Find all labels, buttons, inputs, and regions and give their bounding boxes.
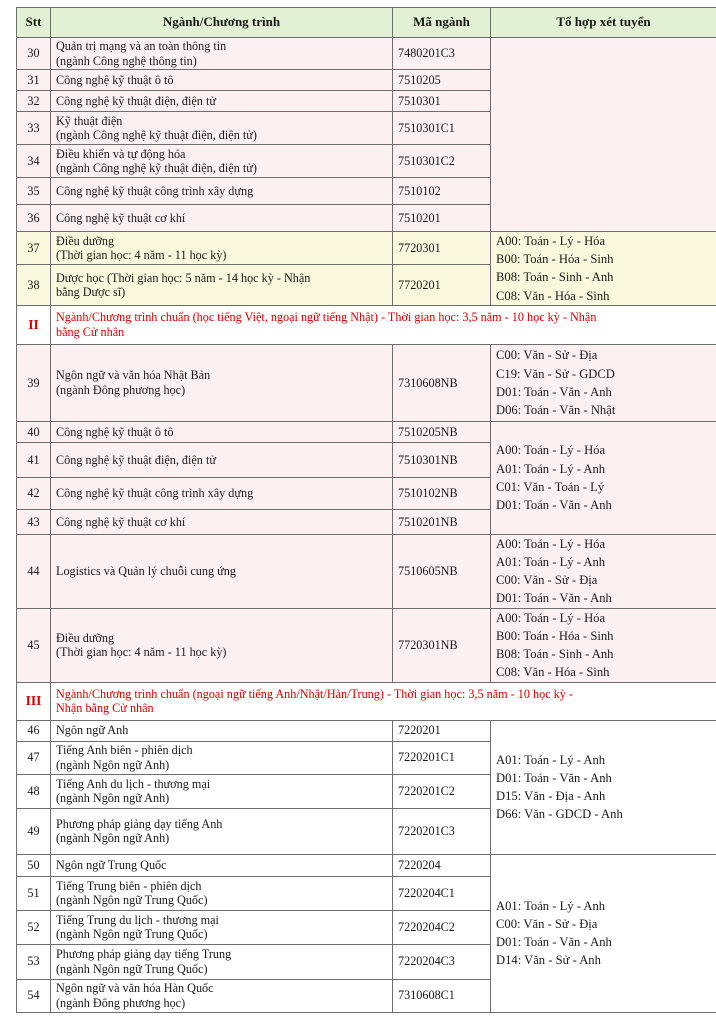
row-stt: 44 [17,534,51,608]
row-code: 7510102NB [393,477,491,509]
section-title-line: Ngành/Chương trình chuẩn (học tiếng Việt, ngoại ngữ tiếng Nhật) - Thời gian học: 3,5 năm - 10 học kỳ - Nhận [56,310,597,325]
row-stt: 48 [17,774,51,808]
program-line: (ngành Ngôn ngữ Trung Quốc) [56,961,208,976]
program-line: (ngành Ngôn ngữ Anh) [56,831,170,846]
row-program [51,534,393,608]
program-line: (ngành Ngôn ngữ Anh) [56,757,170,772]
combo-line: C01: Văn - Toán - Lý [496,479,605,494]
combo-line: A01: Toán - Lý - Anh [496,555,606,570]
combo-line: A00: Toán - Lý - Hóa [496,536,606,551]
program-line: Ngôn ngữ Anh [56,723,129,738]
combo-cell-empty [491,38,716,232]
combo-line: C00: Văn - Sử - Địa [496,916,598,931]
row-program [51,720,393,741]
combo-line: A00: Toán - Lý - Hóa [496,443,606,458]
combo-cell [491,720,716,854]
table-row [17,534,716,608]
combo-line: D06: Toán - Văn - Nhật [496,403,616,418]
program-line: Tiếng Trung biên - phiên dịch [56,878,202,893]
row-stt: 47 [17,741,51,774]
row-program [51,112,393,145]
combo-line: C00: Văn - Sử - Địa [496,348,598,363]
program-line: Tiếng Anh du lịch - thương mại [56,776,211,791]
table-row [17,608,716,682]
row-code: 7510205NB [393,421,491,442]
row-stt: 49 [17,808,51,854]
table-row [17,854,716,876]
row-program [51,876,393,910]
row-code: 7310608NB [393,344,491,421]
program-line: Công nghệ kỹ thuật công trình xây dựng [56,183,254,198]
row-code: 7510605NB [393,534,491,608]
combo-line: D14: Văn - Sử - Anh [496,953,601,968]
section-row [17,305,716,344]
combo-line: B00: Toán - Hóa - Sinh [496,252,614,267]
combo-line: D01: Toán - Văn - Anh [496,591,612,606]
row-code: 7510102 [393,178,491,205]
program-line: Điều dưỡng [56,630,115,645]
row-program [51,944,393,979]
row-code: 7480201C3 [393,38,491,70]
table-header-row [17,8,716,38]
row-code: 7510301C2 [393,145,491,178]
row-code: 7510301 [393,91,491,112]
table-row [17,344,716,421]
row-stt: 53 [17,944,51,979]
program-line: Dược học (Thời gian học: 5 năm - 14 học kỳ - Nhận [56,270,311,285]
combo-line: B08: Toán - Sinh - Anh [496,647,614,662]
combo-line: D01: Toán - Văn - Anh [496,498,612,513]
row-stt: 31 [17,70,51,91]
combo-line: A01: Toán - Lý - Anh [496,898,606,913]
program-line: Tiếng Anh biên - phiên dịch [56,743,193,758]
table-row [17,38,716,70]
program-line: (Thời gian học: 4 năm - 11 học kỳ) [56,645,227,660]
program-line: Ngôn ngữ và văn hóa Nhật Bản [56,368,211,383]
program-line: (ngành Ngôn ngữ Anh) [56,791,170,806]
combo-cell [491,534,716,608]
row-program [51,477,393,509]
combo-cell [491,608,716,682]
program-line: (Thời gian học: 4 năm - 11 học kỳ) [56,248,227,263]
combo-line: C08: Văn - Hóa - Sinh [496,288,610,303]
combo-line: D01: Toán - Văn - Anh [496,770,612,785]
row-program [51,265,393,305]
row-code: 7220201C3 [393,808,491,854]
program-line: Công nghệ kỹ thuật công trình xây dựng [56,486,254,501]
row-code: 7510201 [393,205,491,232]
program-line: Công nghệ kỹ thuật điện, điện tử [56,93,216,108]
row-program [51,205,393,232]
program-line: Quản trị mạng và an toàn thông tin [56,39,227,53]
row-stt: 43 [17,509,51,534]
section-number: II [17,305,51,344]
row-program [51,70,393,91]
row-code: 7220204C1 [393,876,491,910]
combo-line: A01: Toán - Lý - Anh [496,461,606,476]
combo-cell [491,232,716,306]
row-stt: 45 [17,608,51,682]
row-program [51,808,393,854]
section-number: III [17,682,51,720]
row-stt: 36 [17,205,51,232]
combo-line: A00: Toán - Lý - Hóa [496,610,606,625]
header-code: Mã ngành [393,8,491,38]
row-program [51,178,393,205]
section-title [51,682,716,720]
row-stt: 46 [17,720,51,741]
row-program [51,232,393,265]
row-code: 7510301C1 [393,112,491,145]
row-code: 7720301 [393,232,491,265]
table-row [17,421,716,442]
header-combination: Tổ hợp xét tuyển [491,8,716,38]
program-line: Phương pháp giảng dạy tiếng Anh [56,816,223,831]
row-program [51,608,393,682]
row-code: 7720301NB [393,608,491,682]
admission-table [16,7,716,1013]
combo-cell [491,854,716,1012]
row-code: 7220201C2 [393,774,491,808]
combo-line: C19: Văn - Sử - GDCD [496,366,615,381]
program-line: Công nghệ kỹ thuật ô tô [56,424,174,439]
row-stt: 39 [17,344,51,421]
program-line: Công nghệ kỹ thuật ô tô [56,72,174,87]
row-code: 7220204C3 [393,944,491,979]
combo-line: C08: Văn - Hóa - Sinh [496,665,610,680]
combo-cell [491,344,716,421]
row-code: 7510205 [393,70,491,91]
row-stt: 32 [17,91,51,112]
row-stt: 41 [17,442,51,477]
row-stt: 51 [17,876,51,910]
combo-line: D01: Toán - Văn - Anh [496,384,612,399]
program-line: Phương pháp giảng dạy tiếng Trung [56,947,232,962]
program-line: Công nghệ kỹ thuật điện, điện tử [56,452,216,467]
program-line: Ngôn ngữ và văn hóa Hàn Quốc [56,981,214,996]
row-program [51,910,393,944]
row-stt: 34 [17,145,51,178]
program-line: Tiếng Trung du lịch - thương mại [56,912,219,927]
combo-line: D15: Văn - Địa - Anh [496,789,606,804]
program-line: (ngành Công nghệ kỹ thuật điện, điện tử) [56,161,257,175]
program-line: (ngành Ngôn ngữ Trung Quốc) [56,927,208,942]
program-line: bằng Dược sĩ) [56,285,126,300]
program-line: Điều khiển và tự động hóa [56,146,186,161]
row-code: 7510201NB [393,509,491,534]
row-stt: 42 [17,477,51,509]
row-stt: 52 [17,910,51,944]
section-title-line: Ngành/Chương trình chuẩn (ngoại ngữ tiếng Anh/Nhật/Hàn/Trung) - Thời gian học: 3,5 năm - 10 học kỳ - [56,686,573,701]
program-line: (ngành Ngôn ngữ Trung Quốc) [56,893,208,908]
row-stt: 35 [17,178,51,205]
row-program [51,421,393,442]
program-line: (ngành Công nghệ kỹ thuật điện, điện tử) [56,128,257,142]
row-stt: 33 [17,112,51,145]
row-code: 7510301NB [393,442,491,477]
program-line: Logistics và Quản lý chuỗi cung ứng [56,563,236,578]
section-row [17,682,716,720]
section-title-line: Nhận bằng Cử nhân [56,701,154,716]
combo-line: A00: Toán - Lý - Hóa [496,234,606,248]
header-stt: Stt [17,8,51,38]
row-program [51,442,393,477]
combo-line: A01: Toán - Lý - Anh [496,752,606,767]
program-line: (ngành Công nghệ thông tin) [56,53,197,68]
row-program [51,979,393,1012]
header-program: Ngành/Chương trình [51,8,393,38]
program-line: Ngôn ngữ Trung Quốc [56,857,167,872]
row-program [51,145,393,178]
row-code: 7220204C2 [393,910,491,944]
program-line: (ngành Đông phương học) [56,995,186,1010]
row-program [51,774,393,808]
row-code: 7310608C1 [393,979,491,1012]
row-program [51,91,393,112]
program-line: (ngành Đông phương học) [56,382,186,397]
combo-cell [491,421,716,534]
program-line: Kỹ thuật điện [56,113,123,128]
section-title [51,305,716,344]
row-code: 7720201 [393,265,491,305]
row-program [51,344,393,421]
program-line: Điều dưỡng [56,233,115,248]
combo-line: B00: Toán - Hóa - Sinh [496,628,614,643]
row-stt: 54 [17,979,51,1012]
combo-line: C00: Văn - Sử - Địa [496,573,598,588]
row-stt: 38 [17,265,51,305]
row-stt: 40 [17,421,51,442]
program-line: Công nghệ kỹ thuật cơ khí [56,210,186,225]
program-line: Công nghệ kỹ thuật cơ khí [56,514,186,529]
combo-line: D66: Văn - GDCD - Anh [496,807,623,822]
row-program [51,38,393,70]
row-program [51,509,393,534]
combo-line: D01: Toán - Văn - Anh [496,935,612,950]
row-stt: 37 [17,232,51,265]
combo-line: B08: Toán - Sinh - Anh [496,270,614,285]
row-program [51,854,393,876]
row-program [51,741,393,774]
row-stt: 50 [17,854,51,876]
section-title-line: bằng Cử nhân [56,324,125,339]
row-code: 7220201C1 [393,741,491,774]
table-row [17,232,716,265]
table-row [17,720,716,741]
row-stt: 30 [17,38,51,70]
row-code: 7220201 [393,720,491,741]
row-code: 7220204 [393,854,491,876]
